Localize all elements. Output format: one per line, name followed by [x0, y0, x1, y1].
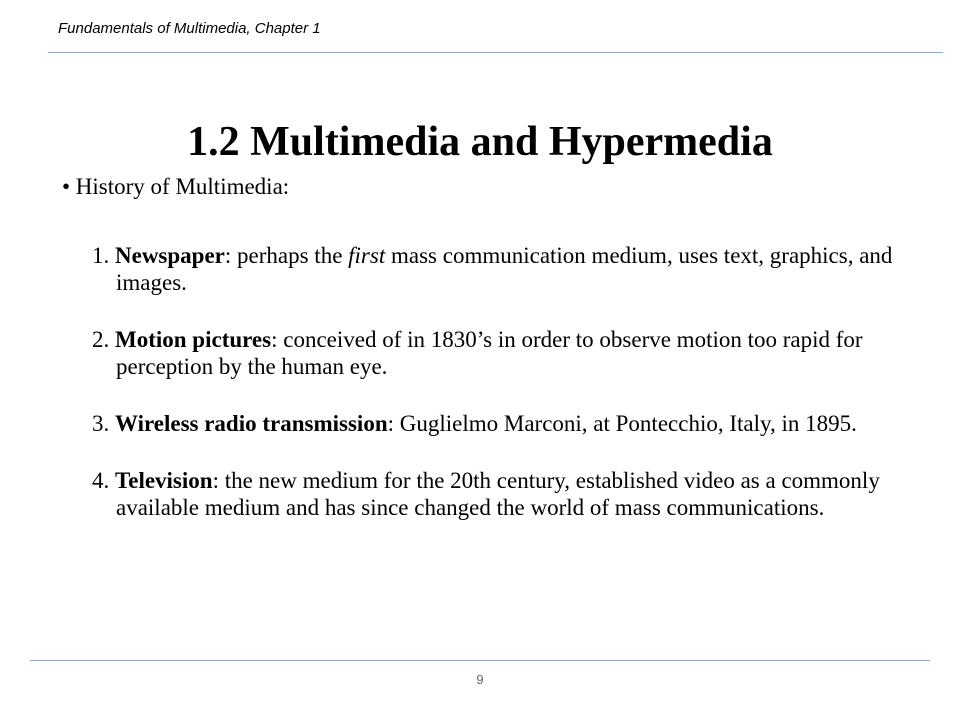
header-divider: [48, 52, 943, 53]
item-text: : conceived of in 1830’s in order to observe motion too rapid for perception by the human eye.: [116, 327, 863, 379]
chapter-header: Fundamentals of Multimedia, Chapter 1: [58, 20, 321, 37]
item-emphasis: first: [348, 243, 386, 268]
slide-title: 1.2 Multimedia and Hypermedia: [187, 119, 773, 166]
history-bullet: • History of Multimedia:: [62, 174, 290, 199]
item-number: 4.: [92, 468, 115, 493]
item-text: : perhaps the: [224, 243, 349, 268]
list-item-wireless-radio: [92, 410, 942, 437]
item-text: : the new medium for the 20th century, established video as a commonly available medium and has since changed the world of mass communications.: [116, 468, 880, 520]
item-text: : Guglielmo Marconi, at Pontecchio, Italy, in 1895.: [387, 411, 857, 436]
item-text: mass communication medium, uses text, graphics, and images.: [116, 243, 893, 295]
item-number: 2.: [92, 327, 115, 352]
item-number: 1.: [92, 243, 115, 268]
item-term: Television: [115, 468, 213, 493]
list-item-television: [92, 467, 942, 521]
history-list: [92, 242, 942, 551]
list-item-newspaper: [92, 242, 942, 296]
footer-divider: [30, 660, 930, 661]
item-number: 3.: [92, 411, 115, 436]
item-term: Motion pictures: [115, 327, 272, 352]
item-term: Newspaper: [115, 243, 225, 268]
item-term: Wireless radio transmission: [115, 411, 388, 436]
list-item-motion-pictures: [92, 326, 942, 380]
page-number: 9: [476, 672, 484, 687]
